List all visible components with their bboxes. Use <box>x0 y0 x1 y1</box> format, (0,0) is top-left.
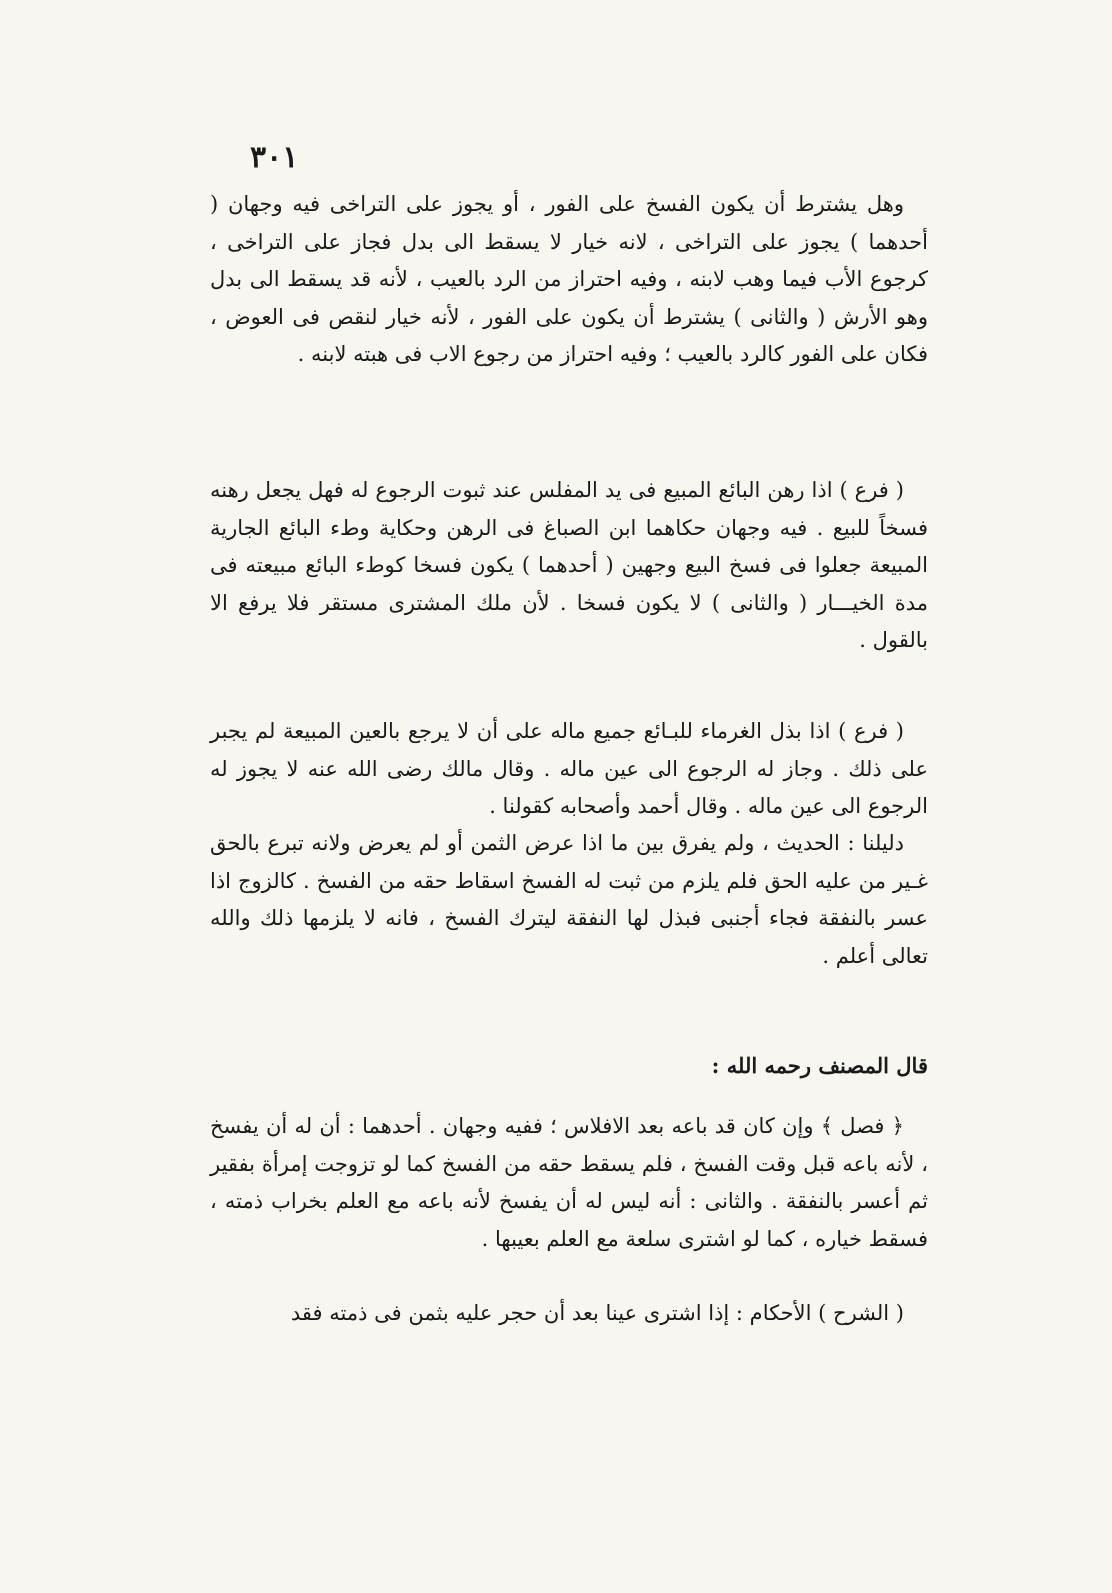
paragraph-sharh <box>210 1295 928 1333</box>
paragraph-text: دليلنا : الحديث ، ولم يفرق بين ما اذا عرض الثمن أو لم يعرض ولانه تبرع بالحق غـير من عليه الحق فلم يلزم من ثبت له الفسخ اسقاط حقه من الفسخ . كالزوج اذا عسر بالنفقة فجاء أجنبى فبذل لها النفقة ليترك الفسخ ، فانه لا يلزمها ذلك والله تعالى أعلم . <box>210 831 928 968</box>
section-heading <box>210 1047 968 1085</box>
paragraph-text: وهل يشترط أن يكون الفسخ على الفور ، أو يجوز على التراخى فيه وجهان ( أحدهما ) يجوز على التراخى ، لانه خيار لا يسقط الى بدل فجاز على التراخى ، كرجوع الأب فيما وهب لابنه ، وفيه احتراز من الرد بالعيب ، لأنه قد يسقط الى بدل وهو الأرش ( والثانى ) يشترط أن يكون على الفور ، لأنه خيار لنقص فى العوض ، فكان على الفور كالرد بالعيب ؛ وفيه احتراز من رجوع الاب فى هبته لابنه . <box>210 192 928 366</box>
paragraph-text: ( فرع ) اذا بذل الغرماء للبـائع جميع ماله على أن لا يرجع بالعين المبيعة لم يجبر على ذلك . وجاز له الرجوع الى عين ماله . وقال مالك رضى الله عنه لا يجوز له الرجوع الى عين ماله . وقال أحمد وأصحابه كقولنا . <box>210 719 928 818</box>
heading-text: قال المصنف رحمه الله : <box>711 1053 928 1078</box>
paragraph-text: ( الشرح ) الأحكام : إذا اشترى عينا بعد أن حجر عليه بثمن فى ذمته فقد <box>290 1301 904 1325</box>
paragraph-far-rahn <box>210 472 928 660</box>
paragraph-text: ( فرع ) اذا رهن البائع المبيع فى يد المفلس عند ثبوت الرجوع له فهل يجعل رهنه فسخاً للبيع . فيه وجهان حكاهما ابن الصباغ فى الرهن وحكاية وطء البائع الجارية المبيعة جعلوا فى فسخ البيع وجهين ( أحدهما ) يكون فسخا كوطء البائع مبيعته فى مدة الخيـــار ( والثانى ) لا يكون فسخا . لأن ملك المشترى مستقر فلا يرفع الا بالقول . <box>210 478 928 652</box>
paragraph-far-ghuramaa <box>210 713 928 826</box>
paragraph-dalil <box>210 825 928 975</box>
paragraph-text: ﴿ فصل ﴾ وإن كان قد باعه بعد الافلاس ؛ ففيه وجهان . أحدهما : أن له أن يفسخ ، لأنه باعه قبل وقت الفسخ ، فلم يسقط حقه من الفسخ كما لو تزوجت إمرأة بفقير ثم أعسر بالنفقة . والثانى : أنه ليس له أن يفسخ لأنه باعه مع العلم بخراب ذمته ، فسقط خياره ، كما لو اشترى سلعة مع العلم بعيبها . <box>210 1114 928 1251</box>
paragraph-fasakh-timing <box>210 186 928 374</box>
paragraph-fasl <box>210 1108 928 1258</box>
page-number: ٣٠١ <box>250 140 299 175</box>
